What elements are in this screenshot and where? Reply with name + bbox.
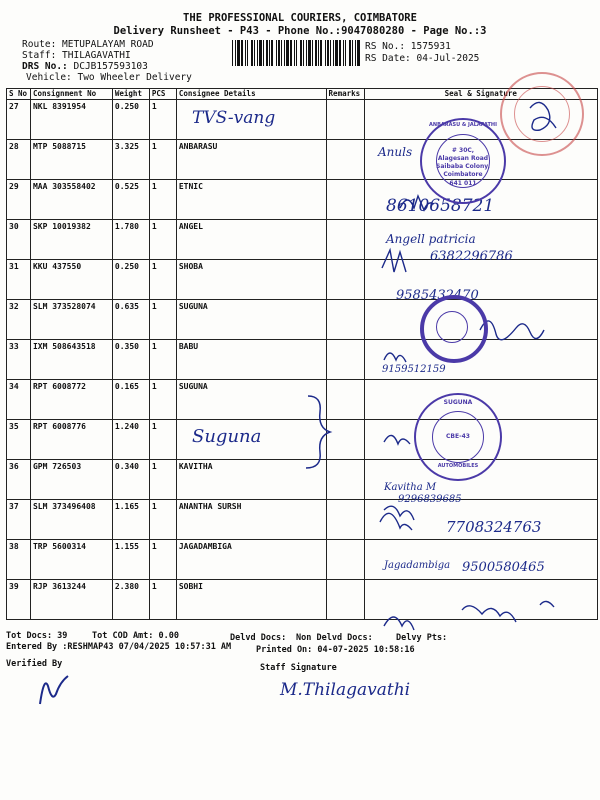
cell-pcs: 1 bbox=[149, 340, 176, 380]
cell-pcs: 1 bbox=[149, 380, 176, 420]
cell-weight: 0.250 bbox=[112, 100, 149, 140]
cell-consignment-no: RPT 6008776 bbox=[30, 420, 112, 460]
faint-stamp-inner bbox=[514, 86, 570, 142]
col-seal-signature: Seal & Signature bbox=[364, 89, 597, 100]
cell-consignment-no: MAA 303558402 bbox=[30, 180, 112, 220]
delvd-docs: Delvd Docs: bbox=[230, 633, 287, 643]
cell-weight: 0.635 bbox=[112, 300, 149, 340]
cell-pcs: 1 bbox=[149, 100, 176, 140]
cell-sno: 37 bbox=[7, 500, 31, 540]
cell-sno: 36 bbox=[7, 460, 31, 500]
cell-sno: 31 bbox=[7, 260, 31, 300]
cell-sno: 32 bbox=[7, 300, 31, 340]
col-pcs: PCS bbox=[149, 89, 176, 100]
tot-docs: Tot Docs: 39 bbox=[6, 631, 68, 641]
stamp-suguna-automobiles bbox=[414, 393, 502, 481]
cell-consignee: SOBHI bbox=[176, 580, 326, 620]
barcode bbox=[232, 40, 360, 66]
hw-phone-36: 9296839685 bbox=[398, 494, 462, 505]
hw-phone-38: 9500580465 bbox=[462, 560, 545, 575]
cell-remarks bbox=[326, 340, 364, 380]
hw-sig-28: Anuls bbox=[378, 145, 413, 159]
cell-weight: 0.350 bbox=[112, 340, 149, 380]
cell-sno: 28 bbox=[7, 140, 31, 180]
cell-weight: 0.250 bbox=[112, 260, 149, 300]
stamp-suguna-line-1: SUGUNA bbox=[443, 399, 473, 406]
cell-consignment-no: GPM 726503 bbox=[30, 460, 112, 500]
cell-remarks bbox=[326, 540, 364, 580]
hw-consignee-27: TVS-vang bbox=[192, 108, 276, 128]
stamp-line-6: 641 011 bbox=[449, 180, 477, 187]
rs-date: RS Date: 04-Jul-2025 bbox=[365, 53, 480, 64]
cell-consignee: SUGUNA bbox=[176, 300, 326, 340]
faint-stamp-top bbox=[500, 72, 584, 156]
cell-remarks bbox=[326, 180, 364, 220]
cell-consignment-no: SKP 10019382 bbox=[30, 220, 112, 260]
cell-consignment-no: SLM 373496408 bbox=[30, 500, 112, 540]
cell-consignee: BABU bbox=[176, 340, 326, 380]
cell-consignment-no: MTP 5088715 bbox=[30, 140, 112, 180]
runsheet-title: Delivery Runsheet - P43 - Phone No.:9047080280 - Page No.:3 bbox=[113, 25, 487, 37]
cell-pcs: 1 bbox=[149, 460, 176, 500]
cell-sno: 27 bbox=[7, 100, 31, 140]
cell-remarks bbox=[326, 580, 364, 620]
cell-weight: 1.165 bbox=[112, 500, 149, 540]
cell-sno: 39 bbox=[7, 580, 31, 620]
non-delvd-docs: Non Delvd Docs: bbox=[296, 633, 373, 643]
cell-consignment-no: KKU 437550 bbox=[30, 260, 112, 300]
entered-by: Entered By :RESHMAP43 07/04/2025 10:57:31 AM bbox=[6, 642, 232, 652]
cell-consignment-no: IXM 508643518 bbox=[30, 340, 112, 380]
stamp-round-small bbox=[420, 295, 488, 363]
delvy-pts: Delvy Pts: bbox=[396, 633, 448, 643]
cell-pcs: 1 bbox=[149, 140, 176, 180]
cell-sno: 30 bbox=[7, 220, 31, 260]
route-label: Route: METUPALAYAM ROAD bbox=[22, 39, 154, 50]
tot-cod-amt: Tot COD Amt: 0.00 bbox=[92, 631, 179, 641]
cell-sno: 29 bbox=[7, 180, 31, 220]
vehicle-label: Vehicle: Two Wheeler Delivery bbox=[26, 72, 192, 83]
cell-sno: 38 bbox=[7, 540, 31, 580]
drs-key: DRS No.: bbox=[22, 61, 68, 72]
cell-remarks bbox=[326, 100, 364, 140]
cell-sno: 33 bbox=[7, 340, 31, 380]
drs-label bbox=[22, 61, 148, 72]
cell-remarks bbox=[326, 500, 364, 540]
brace-mark bbox=[300, 392, 340, 472]
cell-weight: 1.780 bbox=[112, 220, 149, 260]
cell-pcs: 1 bbox=[149, 540, 176, 580]
col-weight: Weight bbox=[112, 89, 149, 100]
cell-weight: 0.165 bbox=[112, 380, 149, 420]
cell-weight: 3.325 bbox=[112, 140, 149, 180]
cell-consignment-no: SLM 373528074 bbox=[30, 300, 112, 340]
cell-weight: 0.525 bbox=[112, 180, 149, 220]
cell-consignment-no: NKL 8391954 bbox=[30, 100, 112, 140]
cell-sno: 34 bbox=[7, 380, 31, 420]
hw-name-30: Angell patricia bbox=[386, 232, 476, 246]
verified-by: Verified By bbox=[6, 659, 63, 669]
company-title: THE PROFESSIONAL COURIERS, COIMBATORE bbox=[183, 12, 417, 24]
col-remarks: Remarks bbox=[326, 89, 364, 100]
cell-consignee: ETNIC bbox=[176, 180, 326, 220]
cell-consignee: ANBARASU bbox=[176, 140, 326, 180]
cell-consignee: JAGADAMBIGA bbox=[176, 540, 326, 580]
hw-phone-31: 9585432470 bbox=[396, 288, 479, 303]
cell-remarks bbox=[326, 140, 364, 180]
hw-phone-29: 8610658721 bbox=[386, 196, 495, 216]
cell-consignee: KAVITHA bbox=[176, 460, 326, 500]
cell-remarks bbox=[326, 220, 364, 260]
printed-on: Printed On: 04-07-2025 10:58:16 bbox=[256, 645, 415, 655]
cell-weight: 1.240 bbox=[112, 420, 149, 460]
drs-value: DCJB157593103 bbox=[73, 61, 148, 72]
stamp-line-2: # 30C, bbox=[451, 147, 475, 154]
col-consignment: Consignment No bbox=[30, 89, 112, 100]
cell-consignee: ANANTHA SURSH bbox=[176, 500, 326, 540]
staff-signature-label: Staff Signature bbox=[260, 663, 337, 673]
cell-pcs: 1 bbox=[149, 220, 176, 260]
stamp-line-1: ANBARASU & JALAPATHI bbox=[429, 122, 497, 128]
hw-consignee-35: Suguna bbox=[192, 426, 262, 447]
stamp-line-4: Saibaba Colony, bbox=[436, 163, 490, 170]
cell-consignment-no: RPT 6008772 bbox=[30, 380, 112, 420]
cell-consignment-no: RJP 3613244 bbox=[30, 580, 112, 620]
cell-consignee: SHOBA bbox=[176, 260, 326, 300]
cell-remarks bbox=[326, 260, 364, 300]
cell-consignee: SUGUNA bbox=[176, 380, 326, 420]
cell-consignment-no: TRP 5600314 bbox=[30, 540, 112, 580]
cell-pcs: 1 bbox=[149, 300, 176, 340]
hw-phone-30: 6382296786 bbox=[430, 249, 513, 264]
hw-phone-37: 7708324763 bbox=[446, 518, 542, 536]
hw-phone-33: 9159512159 bbox=[382, 364, 446, 375]
cell-pcs: 1 bbox=[149, 500, 176, 540]
stamp-suguna-line-2: AUTOMOBILES bbox=[437, 463, 479, 469]
cell-weight: 1.155 bbox=[112, 540, 149, 580]
staff-label: Staff: THILAGAVATHI bbox=[22, 50, 131, 61]
cell-pcs: 1 bbox=[149, 420, 176, 460]
stamp-line-3: Alagesan Road bbox=[437, 155, 489, 162]
stamp-line-5: Coimbatore bbox=[443, 171, 483, 178]
hw-name-38: Jagadambiga bbox=[384, 560, 451, 571]
hw-name-36: Kavitha M bbox=[384, 482, 437, 493]
stamp-round-small-inner bbox=[436, 311, 468, 343]
verifier-signature bbox=[34, 672, 74, 708]
cell-sno: 35 bbox=[7, 420, 31, 460]
col-consignee: Consignee Details bbox=[176, 89, 326, 100]
cell-weight: 2.380 bbox=[112, 580, 149, 620]
cell-pcs: 1 bbox=[149, 180, 176, 220]
cell-pcs: 1 bbox=[149, 260, 176, 300]
col-sno: S No bbox=[7, 89, 31, 100]
stamp-suguna-line-3: CBE-43 bbox=[446, 433, 470, 440]
cell-pcs: 1 bbox=[149, 580, 176, 620]
cell-remarks bbox=[326, 300, 364, 340]
cell-weight: 0.340 bbox=[112, 460, 149, 500]
stamp-anbarasu-jalapathi bbox=[420, 118, 506, 204]
staff-signature: M.Thilagavathi bbox=[280, 680, 411, 700]
cell-consignee: ANGEL bbox=[176, 220, 326, 260]
rs-no: RS No.: 1575931 bbox=[365, 41, 451, 52]
